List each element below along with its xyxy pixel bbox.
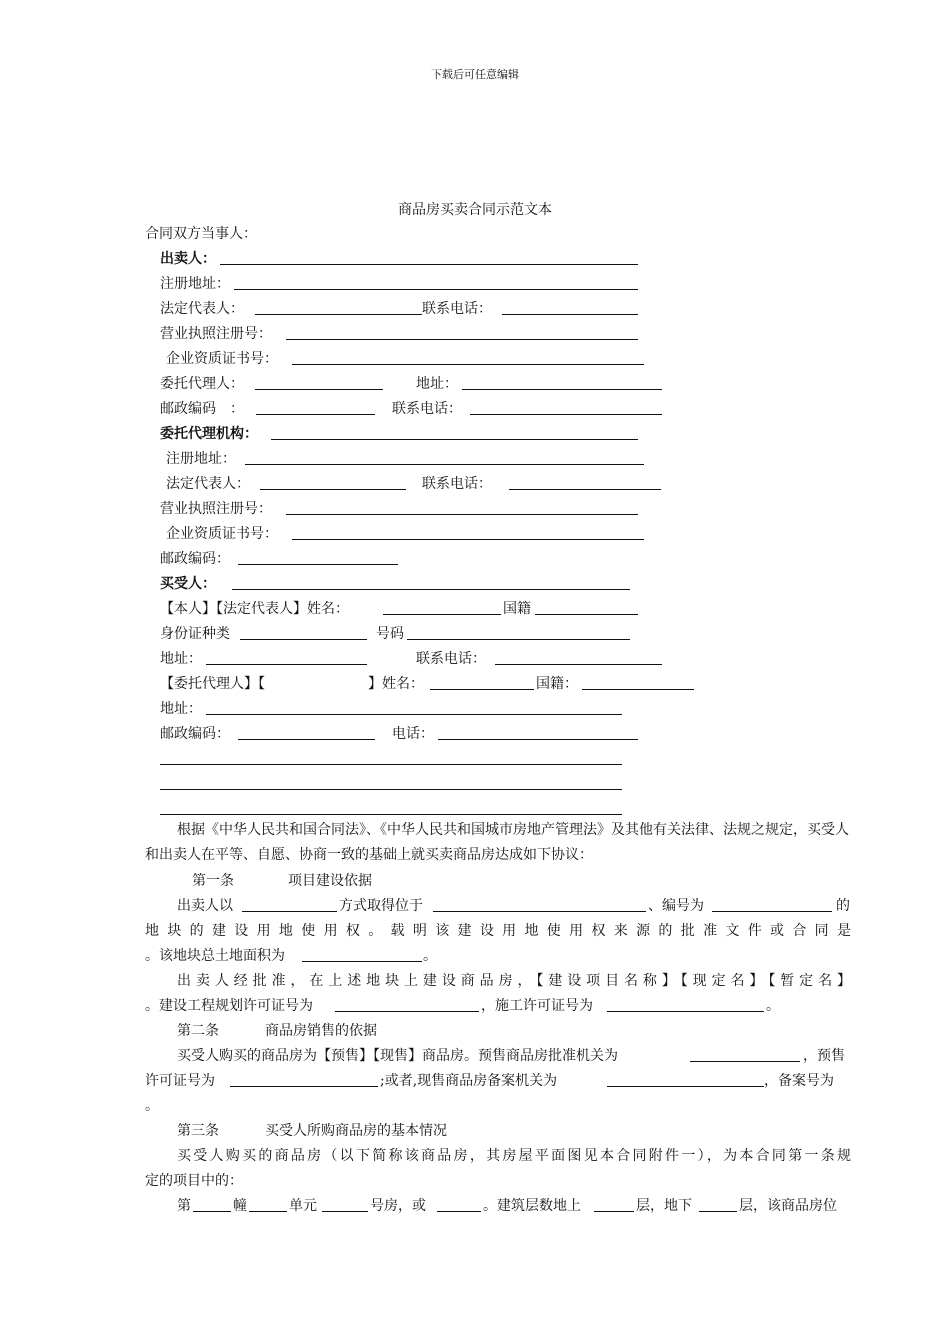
agency-qualification-label: 企业资质证书号： (166, 526, 278, 542)
article1-p2-line1-text: 出卖人经批准，在上述地块上建设商品房，【建设项目名称】【现定名】【暂定名】 (177, 973, 851, 989)
agency-phone-blank[interactable] (509, 489, 661, 490)
seller-reg-address-label: 注册地址： (160, 276, 230, 292)
extra-blank-2[interactable] (160, 789, 622, 790)
presale-authority-blank[interactable] (690, 1061, 800, 1062)
article2-line2-b: ;或者,现售商品房备案机关为 (380, 1073, 558, 1089)
room-number-blank[interactable] (322, 1211, 368, 1212)
extra-blank-3[interactable] (160, 814, 622, 815)
buyer-self-name-blank[interactable] (383, 614, 501, 615)
buyer-id-no-blank[interactable] (407, 639, 630, 640)
article2-line1-a: 买受人购买的商品房为【预售】【现售】商品房。预售商品房批准机关为 (177, 1048, 618, 1064)
buyer-nationality-blank[interactable] (535, 614, 638, 615)
article1-p1-line3-b: 。 (423, 948, 437, 964)
article1-p1-line3-a: 。该地块总土地面积为 (145, 948, 285, 964)
buyer-agent-label-a: 【委托代理人】【 (160, 676, 265, 692)
seller-agent-address-label: 地址： (416, 376, 458, 392)
buyer-nationality-label: 国籍 (503, 601, 531, 617)
header-note: 下载后可任意编辑 (431, 68, 519, 81)
buyer-postcode-blank[interactable] (238, 739, 375, 740)
land-location-blank[interactable] (433, 911, 646, 912)
seller-agent-phone-blank[interactable] (470, 414, 662, 415)
seller-license-blank[interactable] (286, 339, 638, 340)
article1-p1-b: 方式取得位于 (339, 898, 423, 914)
agency-phone-label: 联系电话： (422, 476, 492, 492)
agency-postcode-blank[interactable] (238, 564, 398, 565)
article1-p2-line2-c: 。 (766, 998, 780, 1014)
article1-heading: 第一条 (192, 873, 234, 889)
article1-p2-line2-a: 。建设工程规划许可证号为 (145, 998, 313, 1014)
article1-title: 项目建设依据 (288, 873, 372, 889)
seller-postcode-blank[interactable] (256, 414, 375, 415)
buyer-agent-name-blank[interactable] (430, 689, 534, 690)
seller-qualification-label: 企业资质证书号： (166, 351, 278, 367)
parties-intro: 合同双方当事人： (145, 226, 257, 242)
article3-title: 买受人所购商品房的基本情况 (265, 1123, 447, 1139)
buyer-self-label: 【本人】【法定代表人】姓名： (160, 601, 349, 617)
agency-reg-address-label: 注册地址： (166, 451, 236, 467)
preamble: 根据《中华人民共和国合同法》、《中华人民共和国城市房地产管理法》及其他有关法律、法规之规定，买受人和出卖人在平等、自愿、协商一致的基础上就买卖商品房达成如下协议： (145, 822, 849, 863)
seller-reg-address-blank[interactable] (234, 289, 638, 290)
extra-blank-1[interactable] (160, 764, 622, 765)
seller-postcode-label: 邮政编码 ： (160, 401, 244, 417)
seller-agent-label: 委托代理人： (160, 376, 244, 392)
buyer-id-type-blank[interactable] (240, 639, 367, 640)
buyer-postcode-label: 邮政编码： (160, 726, 230, 742)
article3-l3-d: 号房，或 (370, 1198, 426, 1214)
buyer-id-type-label: 身份证种类 (160, 626, 230, 642)
buyer-name-blank[interactable] (232, 589, 630, 590)
floors-above-blank[interactable] (594, 1211, 634, 1212)
seller-agent-phone-label: 联系电话： (392, 401, 462, 417)
article2-line3-text: 。 (145, 1098, 159, 1114)
article2-line1-b: ，预售 (803, 1048, 845, 1064)
seller-legal-rep-blank[interactable] (255, 314, 422, 315)
article2-line2-a: 许可证号为 (145, 1073, 215, 1089)
article3-l3-f: 层，地下 (636, 1198, 692, 1214)
buyer-agent-nationality-label: 国籍： (536, 676, 578, 692)
agency-qualification-blank[interactable] (292, 539, 644, 540)
agency-name-blank[interactable] (271, 439, 638, 440)
article3-heading: 第三条 (177, 1123, 219, 1139)
article3-l3-c: 单元 (289, 1198, 317, 1214)
article1-p1-c: 、编号为 (648, 898, 704, 914)
seller-label: 出卖人： (160, 251, 216, 267)
agency-postcode-label: 邮政编码： (160, 551, 230, 567)
construction-permit-blank[interactable] (607, 1011, 764, 1012)
article3-l3-a: 第 (177, 1198, 191, 1214)
presale-permit-blank[interactable] (230, 1086, 378, 1087)
seller-qualification-blank[interactable] (292, 364, 644, 365)
land-acquisition-method-blank[interactable] (242, 911, 337, 912)
buyer-agent-phone-label: 电话： (392, 726, 434, 742)
article1-p1-d: 的 (836, 898, 850, 914)
buyer-agent-nationality-blank[interactable] (582, 689, 694, 690)
buyer-agent-label-b: 】姓名： (368, 676, 424, 692)
agency-legal-rep-blank[interactable] (260, 489, 406, 490)
seller-phone-label: 联系电话： (422, 301, 492, 317)
seller-license-label: 营业执照注册号： (160, 326, 272, 342)
article2-line2-c: ，备案号为 (764, 1073, 834, 1089)
agency-label: 委托代理机构： (160, 426, 258, 442)
agency-license-label: 营业执照注册号： (160, 501, 272, 517)
planning-permit-blank[interactable] (335, 1011, 479, 1012)
article1-p1-line2-text: 地块的建设用地使用权。载明该建设用地使用权来源的批准文件或合同是 (145, 923, 851, 939)
filing-authority-blank[interactable] (607, 1086, 764, 1087)
building-number-blank[interactable] (193, 1211, 231, 1212)
document-title: 商品房买卖合同示范文本 (398, 202, 552, 218)
unit-number-blank[interactable] (249, 1211, 287, 1212)
alt-room-blank[interactable] (437, 1211, 481, 1212)
article3-l3-g: 层，该商品房位 (739, 1198, 837, 1214)
buyer-phone-blank[interactable] (495, 664, 662, 665)
seller-phone-blank[interactable] (502, 314, 638, 315)
article3-l3-b: 幢 (233, 1198, 247, 1214)
buyer-address-label: 地址： (160, 651, 202, 667)
agency-legal-rep-label: 法定代表人： (166, 476, 250, 492)
seller-name-blank[interactable] (220, 264, 638, 265)
agency-license-blank[interactable] (286, 514, 638, 515)
buyer-id-no-label: 号码 (376, 626, 404, 642)
buyer-agent-phone-blank[interactable] (438, 739, 638, 740)
seller-legal-rep-label: 法定代表人： (160, 301, 244, 317)
buyer-agent-address-label: 地址： (160, 701, 202, 717)
article3-line2-text: 定的项目中的： (145, 1173, 243, 1189)
agency-reg-address-blank[interactable] (245, 464, 644, 465)
article2-title: 商品房销售的依据 (265, 1023, 377, 1039)
seller-agent-address-blank[interactable] (462, 389, 662, 390)
seller-agent-blank[interactable] (255, 389, 383, 390)
buyer-phone-label: 联系电话： (416, 651, 486, 667)
floors-below-blank[interactable] (699, 1211, 737, 1212)
land-area-blank[interactable] (302, 961, 422, 962)
article1-p2-line2-b: ，施工许可证号为 (481, 998, 593, 1014)
buyer-address-blank[interactable] (206, 664, 367, 665)
buyer-agent-address-blank[interactable] (206, 714, 622, 715)
land-number-blank[interactable] (712, 911, 832, 912)
article3-l3-e: 。建筑层数地上 (483, 1198, 581, 1214)
article1-p1-a: 出卖人以 (177, 898, 233, 914)
buyer-label: 买受人： (160, 576, 216, 592)
article3-line1-text: 买受人购买的商品房（以下简称该商品房，其房屋平面图见本合同附件一），为本合同第一条规 (177, 1148, 851, 1164)
article2-heading: 第二条 (177, 1023, 219, 1039)
